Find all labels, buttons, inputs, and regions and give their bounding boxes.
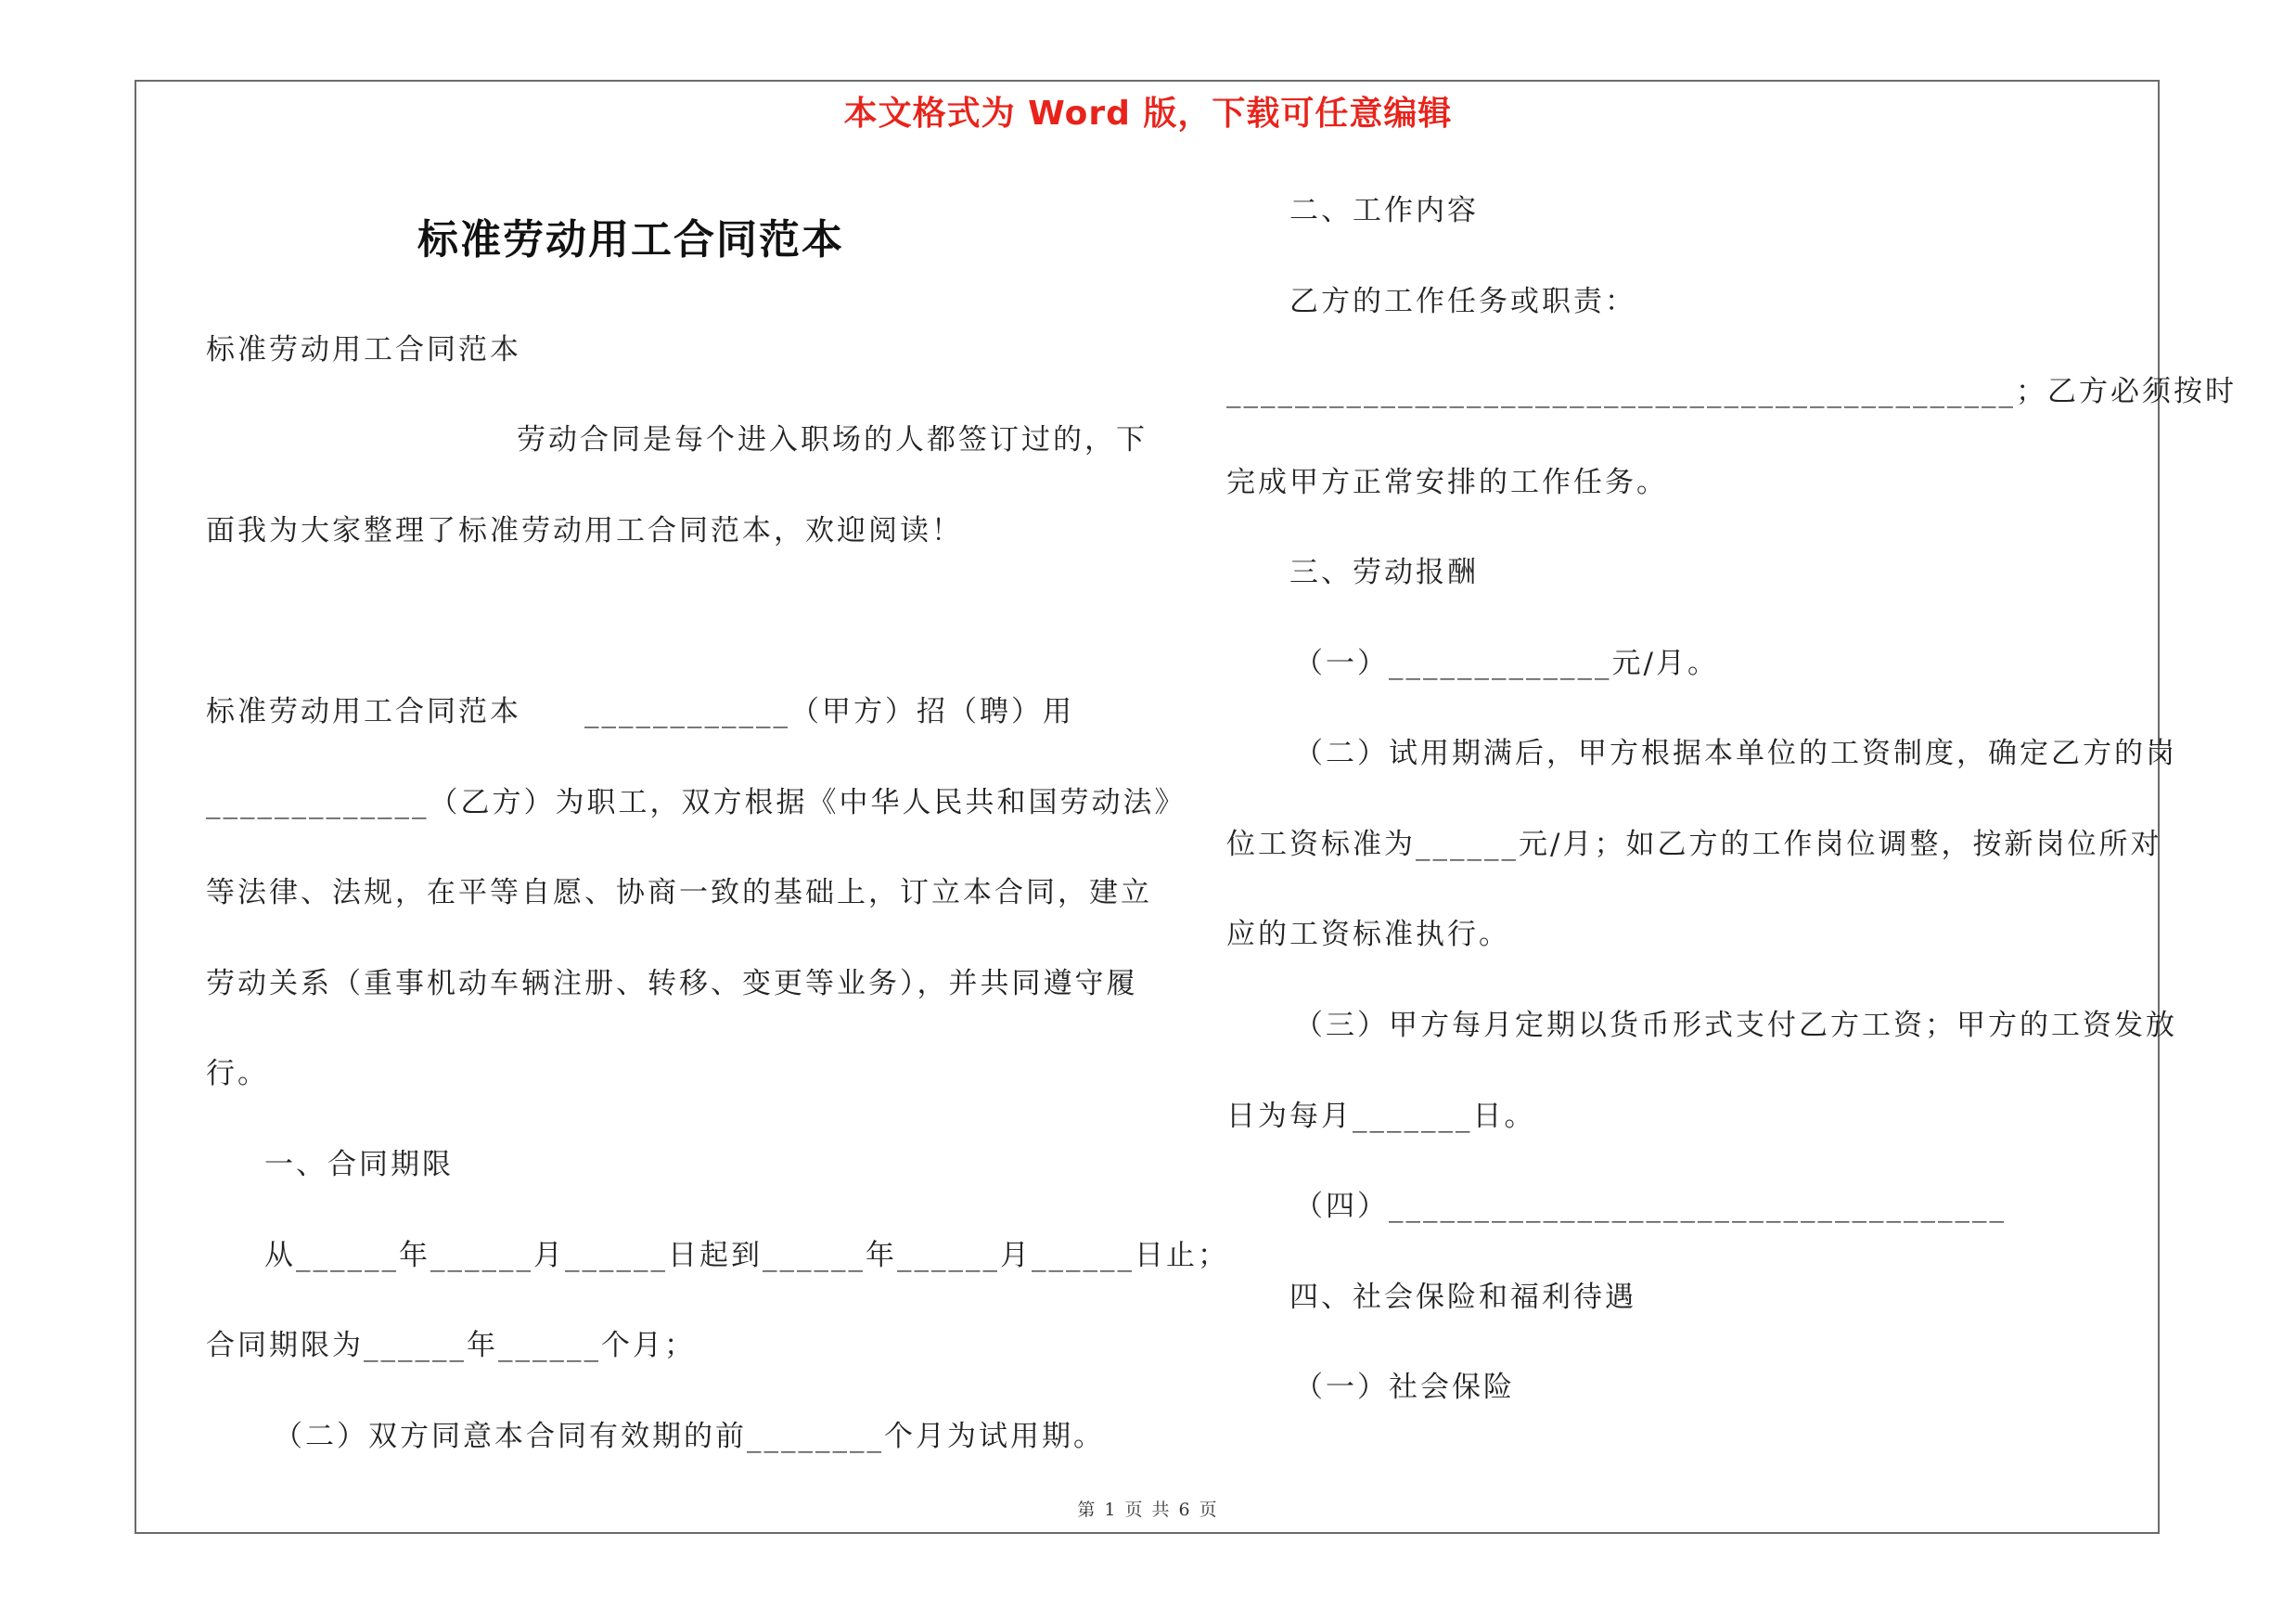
section-heading-work-content: 二、工作内容 xyxy=(1289,194,1479,227)
right-line-pay-3a: （三）甲方每月定期以货币形式支付乙方工资；甲方的工资发放 xyxy=(1294,1009,2177,1042)
right-line-pay-2b: 位工资标准为______元/月；如乙方的工作岗位调整，按新岗位所对 xyxy=(1226,828,2162,861)
right-line-pay-4: （四）____________________________________ xyxy=(1294,1190,2007,1223)
left-line-parties-2: _____________（乙方）为职工，双方根据《中华人民共和国劳动法》 xyxy=(206,786,1186,819)
section-heading-contract-term: 一、合同期限 xyxy=(264,1148,454,1181)
section-heading-remuneration: 三、劳动报酬 xyxy=(1289,556,1479,589)
right-line-insurance-1: （一）社会保险 xyxy=(1294,1371,1515,1404)
left-line-parties-1: 标准劳动用工合同范本 ____________（甲方）招（聘）用 xyxy=(206,695,1074,728)
left-line-parties-3: 等法律、法规，在平等自愿、协商一致的基础上，订立本合同，建立 xyxy=(206,876,1152,909)
document-title: 标准劳动用工合同范本 xyxy=(417,216,844,264)
page-number-footer: 第 1 页 共 6 页 xyxy=(1077,1500,1219,1520)
left-line-subtitle: 标准劳动用工合同范本 xyxy=(206,333,521,367)
right-line-pay-2c: 应的工资标准执行。 xyxy=(1226,918,1510,951)
right-line-pay-3b: 日为每月_______日。 xyxy=(1226,1100,1536,1133)
right-line-duties-complete: 完成甲方正常安排的工作任务。 xyxy=(1226,466,1668,499)
left-line-parties-4: 劳动关系（重事机动车辆注册、转移、变更等业务），并共同遵守履 xyxy=(206,967,1138,1000)
format-banner: 本文格式为 Word 版，下载可任意编辑 xyxy=(843,95,1453,133)
right-line-pay-1: （一）_____________元/月。 xyxy=(1294,647,1719,680)
right-line-pay-2a: （二）试用期满后，甲方根据本单位的工资制度，确定乙方的岗 xyxy=(1294,737,2177,770)
section-heading-social-insurance: 四、社会保险和福利待遇 xyxy=(1289,1281,1636,1314)
left-line-term-length: 合同期限为______年______个月； xyxy=(206,1329,696,1362)
left-line-intro-1: 劳动合同是每个进入职场的人都签订过的，下 xyxy=(517,423,1148,457)
left-line-parties-5: 行。 xyxy=(206,1057,269,1090)
left-line-term-dates: 从______年______月______日起到______年______月______日止； xyxy=(264,1239,1229,1272)
right-line-duties-label: 乙方的工作任务或职责： xyxy=(1289,285,1636,318)
right-line-duties-blank: ______________________________________________；乙方必须按时 xyxy=(1226,375,2237,408)
left-line-intro-2: 面我为大家整理了标准劳动用工合同范本，欢迎阅读！ xyxy=(206,514,963,547)
left-line-probation: （二）双方同意本合同有效期的前________个月为试用期。 xyxy=(274,1420,1105,1453)
